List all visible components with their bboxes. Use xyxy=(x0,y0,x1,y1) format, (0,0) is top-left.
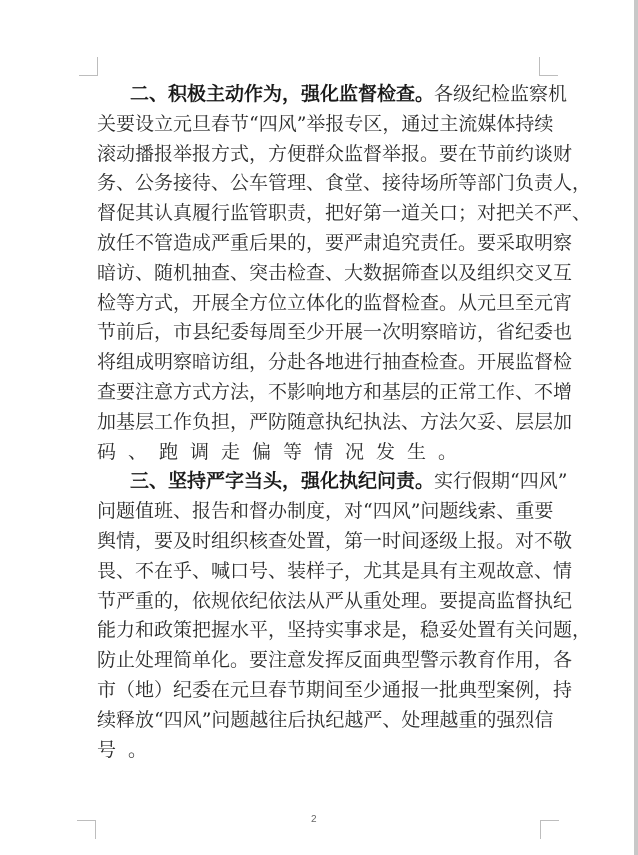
margin-corner-mark xyxy=(77,820,96,839)
paragraph-text: 实行假期“四风” xyxy=(434,470,568,493)
section-heading: 三、坚持严字当头，强化执纪问责。 xyxy=(130,470,435,493)
document-body xyxy=(97,80,592,765)
paragraph-line: 务、公务接待、公车管理、食堂、接待场所等部门负责人， xyxy=(97,172,592,195)
margin-corner-mark xyxy=(79,57,98,76)
margin-corner-mark xyxy=(540,820,559,839)
paragraph-first-line xyxy=(97,467,568,497)
page-number: 2 xyxy=(311,814,317,825)
paragraph-line: 市（地）纪委在元旦春节期间至少通报一批典型案例，持 xyxy=(97,678,573,701)
paragraph-last-line: 码、跑调走偏等情况发生。 xyxy=(97,440,470,463)
paragraph-last-line: 号。 xyxy=(97,738,160,761)
paragraph-line: 查要注意方式方法，不影响地方和基层的正常工作、不增 xyxy=(97,380,573,403)
paragraph-line: 放任不管造成严重后果的，要严肃追究责任。要采取明察 xyxy=(97,231,573,254)
paragraph-line: 续释放“四风”问题越往后执纪越严、处理越重的强烈信 xyxy=(97,708,554,731)
paragraph-line: 检等方式，开展全方位立体化的监督检查。从元旦至元宵 xyxy=(97,291,573,314)
paragraph-line: 督促其认真履行监管职责，把好第一道关口；对把关不严、 xyxy=(97,202,592,225)
paragraph-line: 能力和政策把握水平，坚持实事求是，稳妥处置有关问题， xyxy=(97,619,592,642)
paragraph-line: 畏、不在乎、喊口号、装样子，尤其是具有主观故意、情 xyxy=(97,559,573,582)
paragraph-line: 滚动播报举报方式，方便群众监督举报。要在节前约谈财 xyxy=(97,142,573,165)
paragraph-line: 加基层工作负担，严防随意执纪执法、方法欠妥、层层加 xyxy=(97,410,573,433)
vertical-scrollbar[interactable] xyxy=(634,0,638,855)
paragraph-line: 节严重的，依规依纪依法从严从重处理。要提高监督执纪 xyxy=(97,589,573,612)
paragraph-text: 各级纪检监察机 xyxy=(434,83,568,105)
paragraph-line: 问题值班、报告和督办制度，对“四风”问题线索、重要 xyxy=(97,500,554,523)
paragraph-line: 舆情，要及时组织核查处置，第一时间逐级上报。对不敬 xyxy=(97,529,573,552)
paragraph-line: 将组成明察暗访组，分赴各地进行抽查检查。开展监督检 xyxy=(97,351,573,374)
paragraph-first-line xyxy=(97,80,568,110)
paragraph-line: 暗访、随机抽查、突击检查、大数据筛查以及组织交叉互 xyxy=(97,261,573,284)
paragraph-line: 关要设立元旦春节“四风”举报专区，通过主流媒体持续 xyxy=(97,112,554,135)
paragraph-line: 防止处理简单化。要注意发挥反面典型警示教育作用，各 xyxy=(97,649,573,672)
paragraph-line: 节前后，市县纪委每周至少开展一次明察暗访，省纪委也 xyxy=(97,321,573,344)
margin-corner-mark xyxy=(539,57,558,76)
section-heading: 二、积极主动作为，强化监督检查。 xyxy=(130,83,435,105)
